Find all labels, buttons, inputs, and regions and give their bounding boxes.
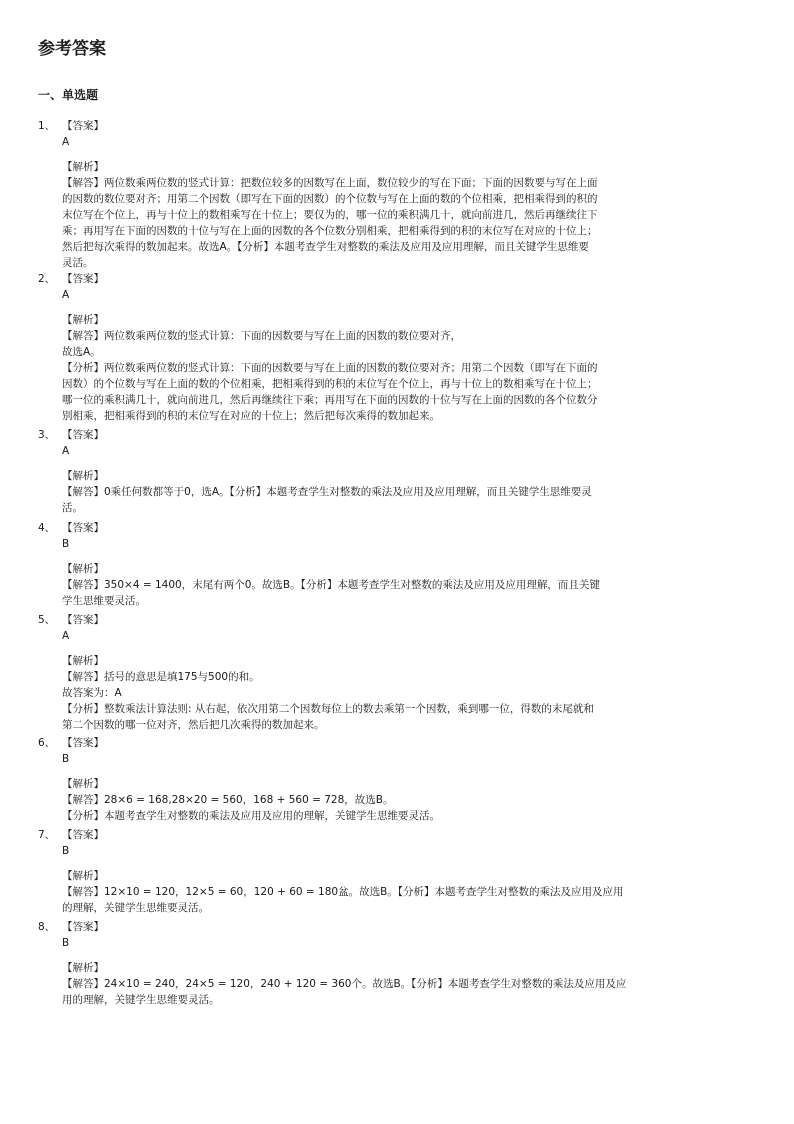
answer-label: 【答案】 xyxy=(62,120,104,132)
question-body xyxy=(62,827,718,916)
page-title: 参考答案 xyxy=(38,39,106,59)
explanation-line: 故答案为：A xyxy=(62,687,122,699)
spacer xyxy=(62,644,718,653)
analysis-label: 【解析】 xyxy=(62,314,104,326)
spacer xyxy=(62,150,718,159)
question-item xyxy=(38,118,718,271)
explanation-line: 【解答】两位数乘两位数的竖式计算：把数位较多的因数写在上面，数位较少的写在下面；下面的因数要与写在上面 xyxy=(62,177,598,189)
explanation-line: 故选A。 xyxy=(62,346,101,358)
question-body xyxy=(62,427,718,516)
explanation-line: 因数）的个位数与写在上面的数的个位相乘，把相乘得到的积的末位写在个位上，再与十位上的数相乘写在十位上； xyxy=(62,378,598,390)
spacer xyxy=(62,459,718,468)
question-body xyxy=(62,520,718,609)
question-number: 7、 xyxy=(38,829,56,841)
explanation-line: 学生思维要灵活。 xyxy=(62,595,146,607)
explanation-line: 别相乘，把相乘得到的积的末位写在对应的十位上；然后把每次乘得的数加起来。 xyxy=(62,410,440,422)
spacer xyxy=(62,859,718,868)
analysis-label: 【解析】 xyxy=(62,470,104,482)
question-item xyxy=(38,919,718,1008)
answer-value: B xyxy=(62,937,70,949)
explanation-line: 乘；再用写在下面的因数的十位与写在上面的因数的各个位数分别相乘，把相乘得到的积的末位写在对应的十位上； xyxy=(62,225,598,237)
explanation-line: 灵活。 xyxy=(62,257,94,269)
analysis-label: 【解析】 xyxy=(62,870,104,882)
question-number: 1、 xyxy=(38,120,56,132)
answer-label: 【答案】 xyxy=(62,921,104,933)
question-item xyxy=(38,427,718,516)
spacer xyxy=(62,951,718,960)
question-number: 8、 xyxy=(38,921,56,933)
answer-label: 【答案】 xyxy=(62,273,104,285)
analysis-label: 【解析】 xyxy=(62,655,104,667)
explanation-line: 第二个因数的哪一位对齐，然后把几次乘得的数加起来。 xyxy=(62,719,325,731)
question-body xyxy=(62,118,718,271)
question-item xyxy=(38,612,718,733)
explanation-line: 然后把每次乘得的数加起来。故选A。【分析】本题考查学生对整数的乘法及应用及应用理解，而且关键学生思维要 xyxy=(62,241,589,253)
answer-label: 【答案】 xyxy=(62,522,104,534)
question-body xyxy=(62,612,718,733)
explanation-line: 【分析】整数乘法计算法则: 从右起，依次用第二个因数每位上的数去乘第一个因数，乘到哪一位，得数的末尾就和 xyxy=(62,703,594,715)
analysis-label: 【解析】 xyxy=(62,563,104,575)
question-number: 5、 xyxy=(38,614,56,626)
explanation-line: 【解答】28×6 = 168,28×20 = 560，168 + 560 = 728，故选B。 xyxy=(62,794,394,806)
explanation-line: 的理解，关键学生思维要灵活。 xyxy=(62,902,209,914)
spacer xyxy=(62,552,718,561)
analysis-label: 【解析】 xyxy=(62,962,104,974)
question-body xyxy=(62,271,718,424)
explanation-line: 用的理解，关键学生思维要灵活。 xyxy=(62,994,220,1006)
explanation-line: 【解答】两位数乘两位数的竖式计算：下面的因数要与写在上面的因数的数位要对齐， xyxy=(62,330,461,342)
spacer xyxy=(62,303,718,312)
answer-label: 【答案】 xyxy=(62,737,104,749)
explanation-line: 【分析】本题考查学生对整数的乘法及应用及应用的理解，关键学生思维要灵活。 xyxy=(62,810,440,822)
explanation-line: 活。 xyxy=(62,502,83,514)
question-body xyxy=(62,735,718,824)
explanation-line: 【解答】350×4 = 1400，末尾有两个0。故选B。【分析】本题考查学生对整数的乘法及应用及应用理解，而且关键 xyxy=(62,579,600,591)
explanation-line: 的因数的数位要对齐；用第二个因数（即写在下面的因数）的个位数与写在上面的数的个位相乘，把相乘得到的积的 xyxy=(62,193,598,205)
explanation-line: 【解答】括号的意思是填175与500的和。 xyxy=(62,671,260,683)
question-item xyxy=(38,827,718,916)
answer-label: 【答案】 xyxy=(62,429,104,441)
question-number: 3、 xyxy=(38,429,56,441)
answer-value: B xyxy=(62,845,70,857)
question-item xyxy=(38,520,718,609)
question-item xyxy=(38,735,718,824)
explanation-line: 【解答】0乘任何数都等于0，选A。【分析】本题考查学生对整数的乘法及应用及应用理解，而且关键学生思维要灵 xyxy=(62,486,592,498)
answer-value: A xyxy=(62,630,70,642)
answer-value: A xyxy=(62,136,70,148)
spacer xyxy=(62,767,718,776)
explanation-line: 【解答】24×10 = 240，24×5 = 120，240 + 120 = 360个。故选B。【分析】本题考查学生对整数的乘法及应用及应 xyxy=(62,978,627,990)
section-title: 一、单选题 xyxy=(38,88,99,102)
answer-value: B xyxy=(62,538,70,550)
explanation-line: 末位写在个位上，再与十位上的数相乘写在十位上；要仅为的，哪一位的乘积满几十，就向前进几，然后再继续往下 xyxy=(62,209,598,221)
answer-label: 【答案】 xyxy=(62,829,104,841)
answer-label: 【答案】 xyxy=(62,614,104,626)
question-item xyxy=(38,271,718,424)
question-number: 2、 xyxy=(38,273,56,285)
answer-value: B xyxy=(62,753,70,765)
analysis-label: 【解析】 xyxy=(62,161,104,173)
explanation-line: 【解答】12×10 = 120，12×5 = 60，120 + 60 = 180盆。故选B。【分析】本题考查学生对整数的乘法及应用及应用 xyxy=(62,886,624,898)
explanation-line: 哪一位的乘积满几十，就向前进几，然后再继续往下乘；再用写在下面的因数的十位与写在上面的因数的各个位数分 xyxy=(62,394,598,406)
question-body xyxy=(62,919,718,1008)
answer-value: A xyxy=(62,289,70,301)
analysis-label: 【解析】 xyxy=(62,778,104,790)
question-number: 4、 xyxy=(38,522,56,534)
question-number: 6、 xyxy=(38,737,56,749)
answer-value: A xyxy=(62,445,70,457)
explanation-line: 【分析】两位数乘两位数的竖式计算：下面的因数要与写在上面的因数的数位要对齐；用第二个因数（即写在下面的 xyxy=(62,362,598,374)
